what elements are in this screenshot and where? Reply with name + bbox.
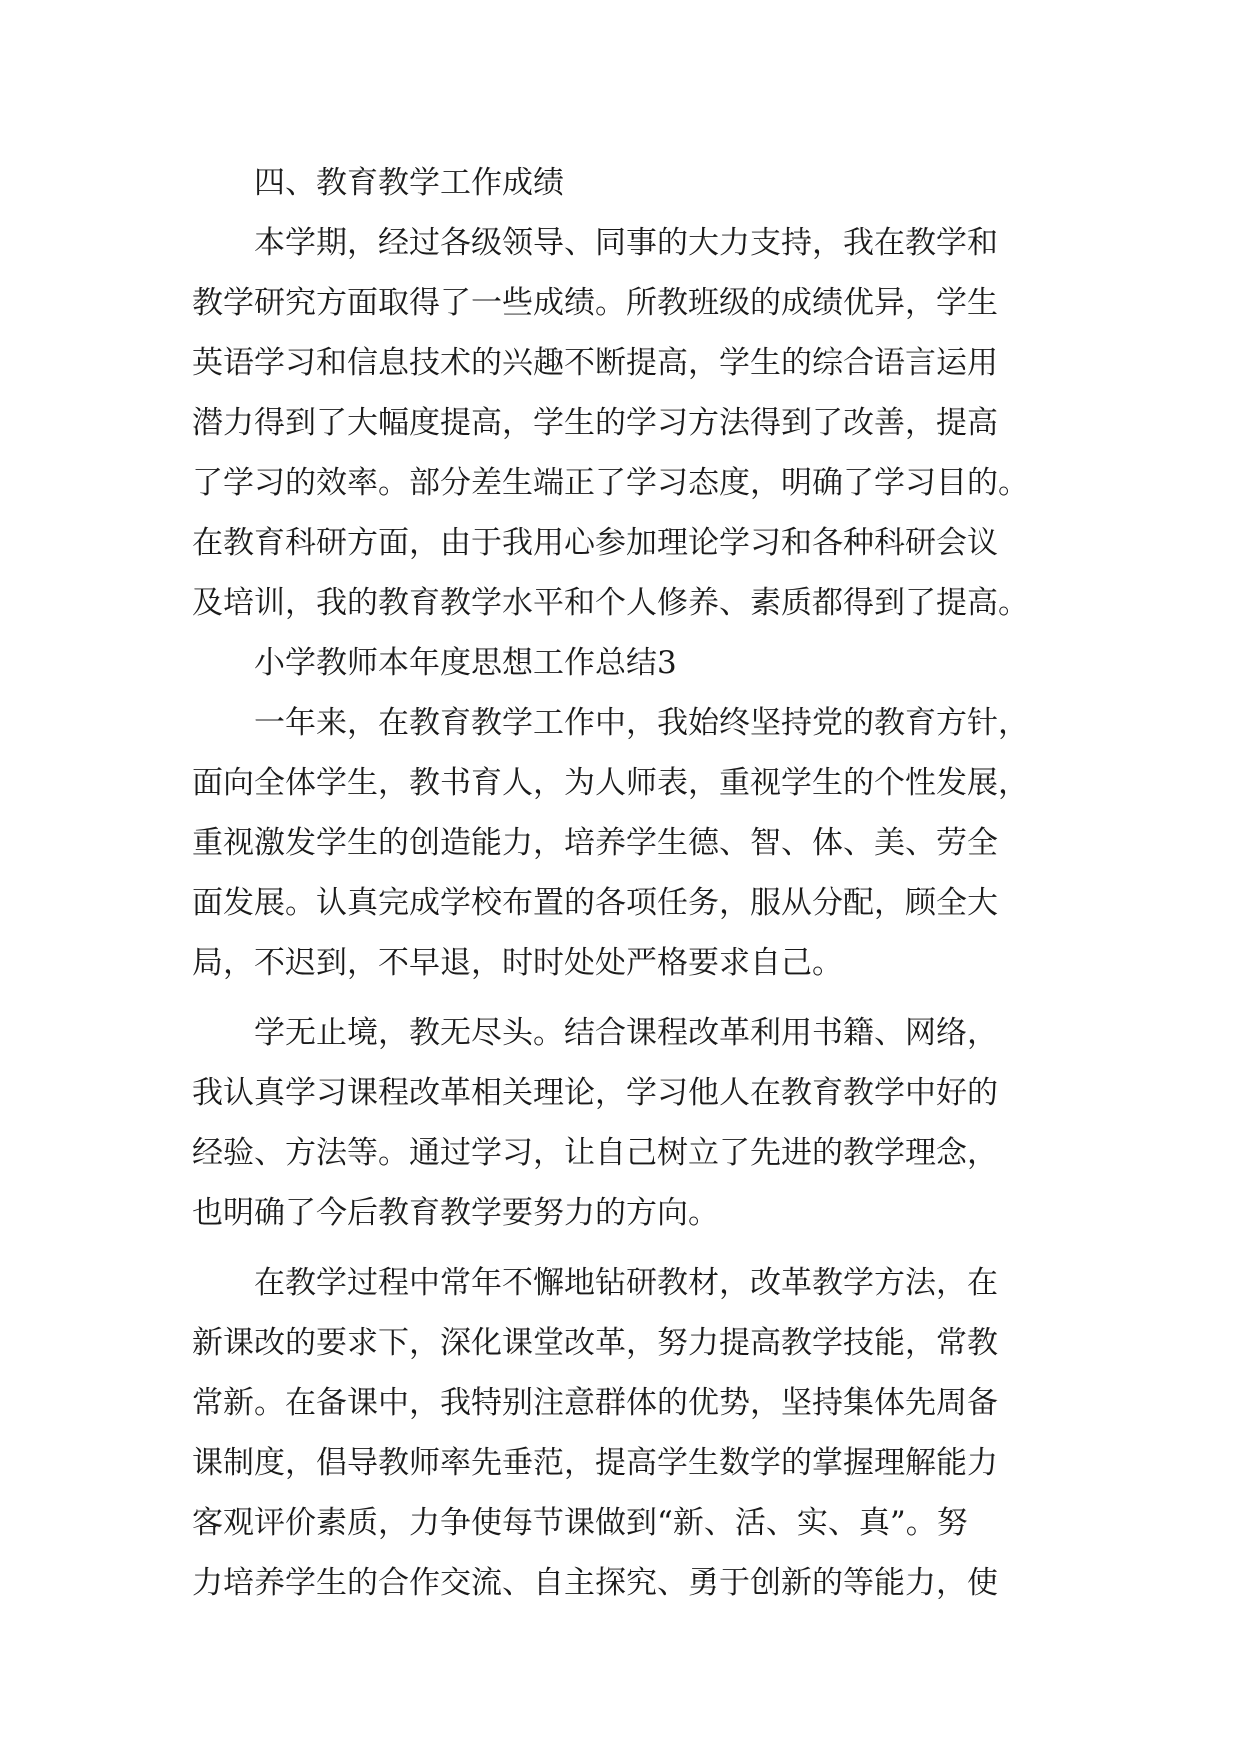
text-line: 英语学习和信息技术的兴趣不断提高，学生的综合语言运用 <box>192 345 998 381</box>
text-line: 潜力得到了大幅度提高，学生的学习方法得到了改善，提高 <box>192 405 998 441</box>
text-line: 力培养学生的合作交流、自主探究、勇于创新的等能力，使 <box>192 1565 998 1601</box>
text-line: 本学期，经过各级领导、同事的大力支持，我在教学和 <box>254 225 998 261</box>
text-line: 小学教师本年度思想工作总结3 <box>254 645 677 681</box>
text-line: 在教学过程中常年不懈地钻研教材，改革教学方法，在 <box>254 1265 998 1301</box>
text-line: 客观评价素质，力争使每节课做到“新、活、实、真”。努 <box>192 1505 968 1541</box>
document-body <box>192 153 1067 1613</box>
text-line: 一年来，在教育教学工作中，我始终坚持党的教育方针， <box>254 705 1029 741</box>
text-line: 及培训，我的教育教学水平和个人修养、素质都得到了提高。 <box>192 585 1029 621</box>
text-line: 重视激发学生的创造能力，培养学生德、智、体、美、劳全 <box>192 825 998 861</box>
text-line: 教学研究方面取得了一些成绩。所教班级的成绩优异，学生 <box>192 285 998 321</box>
text-line: 我认真学习课程改革相关理论，学习他人在教育教学中好的 <box>192 1075 998 1111</box>
paragraph <box>192 213 1067 633</box>
text-line: 常新。在备课中，我特别注意群体的优势，坚持集体先周备 <box>192 1385 998 1421</box>
text-line: 局，不迟到，不早退，时时处处严格要求自己。 <box>192 945 843 981</box>
text-line: 在教育科研方面，由于我用心参加理论学习和各种科研会议 <box>192 525 998 561</box>
text-line: 学无止境，教无尽头。结合课程改革利用书籍、网络， <box>254 1015 998 1051</box>
text-line: 经验、方法等。通过学习，让自己树立了先进的教学理念， <box>192 1135 998 1171</box>
text-line: 四、教育教学工作成绩 <box>254 165 564 201</box>
text-line: 新课改的要求下，深化课堂改革，努力提高教学技能，常教 <box>192 1325 998 1361</box>
text-line: 也明确了今后教育教学要努力的方向。 <box>192 1195 719 1231</box>
section-heading <box>192 153 1067 213</box>
text-line: 面发展。认真完成学校布置的各项任务，服从分配，顾全大 <box>192 885 998 921</box>
paragraph <box>192 1003 1067 1243</box>
text-line: 面向全体学生，教书育人，为人师表，重视学生的个性发展， <box>192 765 1029 801</box>
paragraph <box>192 693 1067 993</box>
paragraph <box>192 1253 1067 1613</box>
text-line: 课制度，倡导教师率先垂范，提高学生数学的掌握理解能力 <box>192 1445 998 1481</box>
section-title <box>192 633 1067 693</box>
text-line: 了学习的效率。部分差生端正了学习态度，明确了学习目的。 <box>192 465 1029 501</box>
